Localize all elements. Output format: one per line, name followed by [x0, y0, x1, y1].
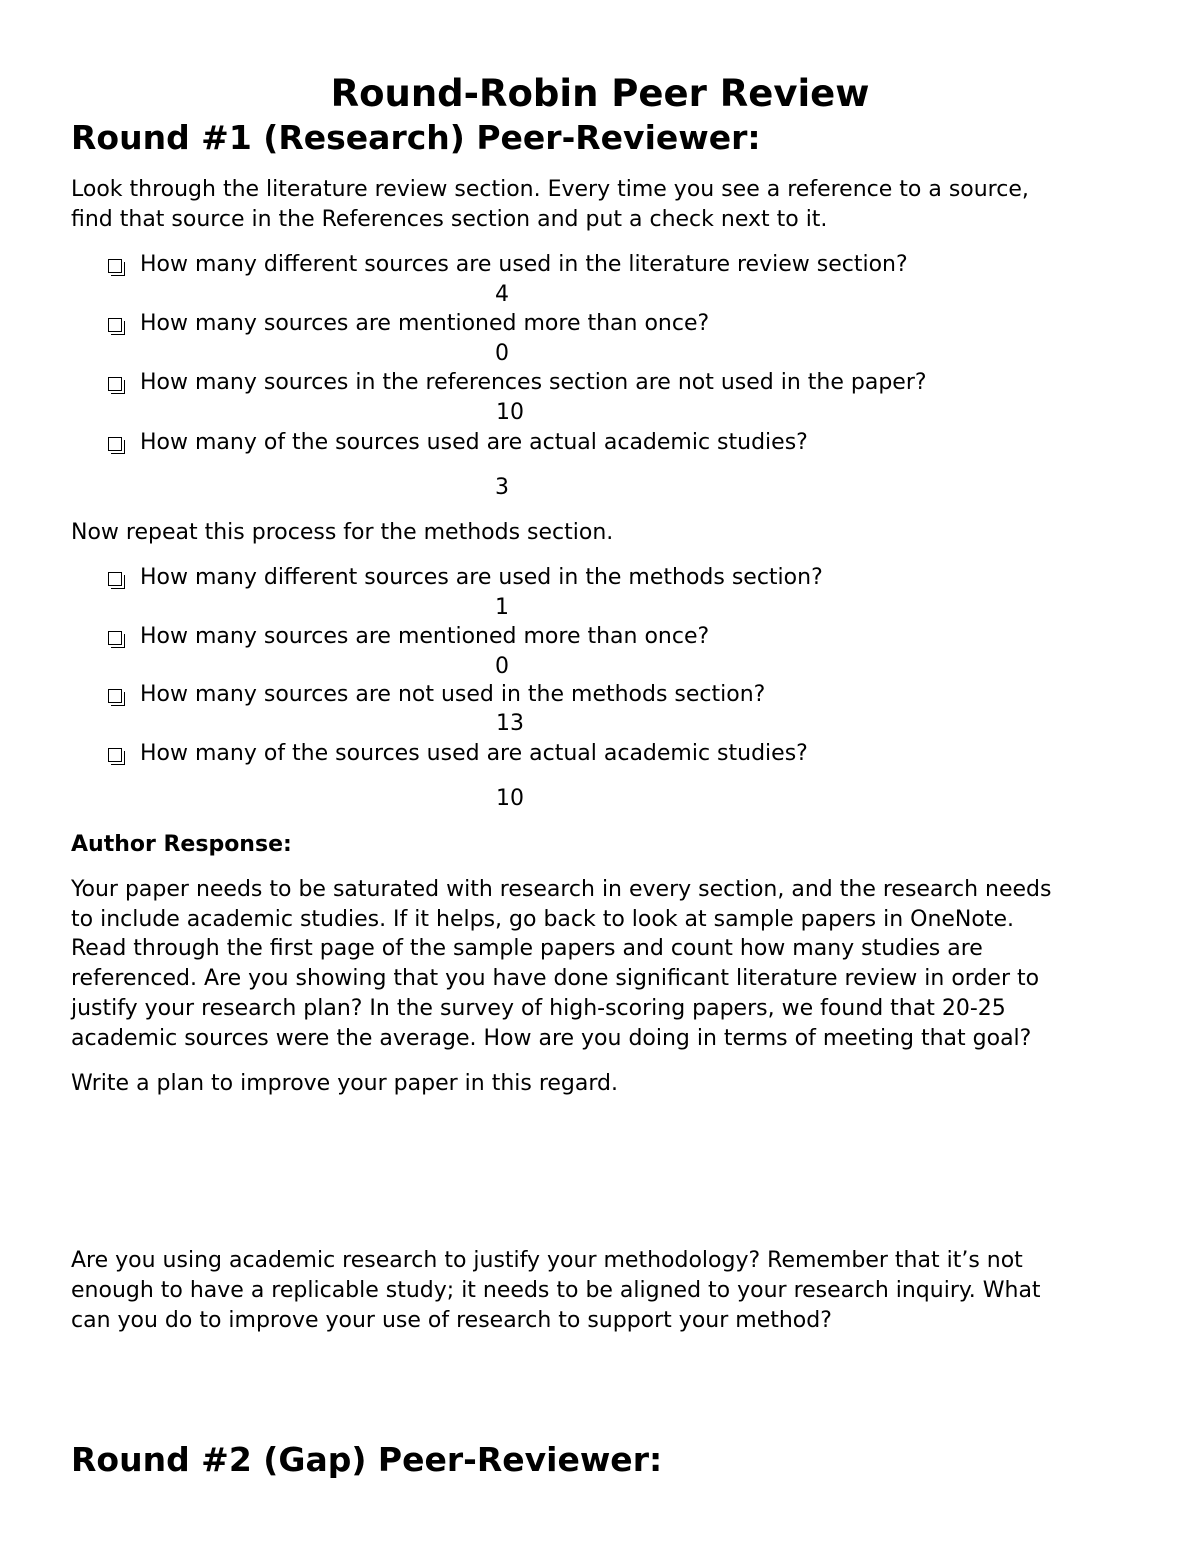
question-text: How many of the sources used are actual academic studies?: [140, 430, 808, 455]
response-line: to include academic studies. If it helps, go back to look at sample papers in OneNote.: [71, 907, 1015, 932]
lit-question-2: [108, 309, 709, 339]
round1-heading: Round #1 (Research) Peer-Reviewer:: [71, 118, 761, 157]
round2-heading: Round #2 (Gap) Peer-Reviewer:: [71, 1440, 663, 1479]
question-text: How many sources in the references section are not used in the paper?: [140, 370, 927, 395]
response-line: justify your research plan? In the survey of high-scoring papers, we found that 20-25: [71, 996, 1006, 1021]
lit-question-4: [108, 428, 808, 458]
question-text: How many different sources are used in the literature review section?: [140, 252, 908, 277]
response-line: Read through the first page of the sample papers and count how many studies are: [71, 936, 983, 961]
checkbox-icon[interactable]: [108, 748, 122, 762]
intro-line-2: find that source in the References section and put a check next to it.: [71, 207, 828, 232]
plan-prompt: Write a plan to improve your paper in this regard.: [71, 1071, 618, 1096]
author-response-label: Author Response:: [71, 832, 292, 857]
lit-answer-3: 10: [496, 400, 524, 425]
question-text: How many sources are mentioned more than once?: [140, 311, 710, 336]
response-line: referenced. Are you showing that you have done significant literature review in order to: [71, 966, 1040, 991]
checkbox-icon[interactable]: [108, 377, 122, 391]
method-answer-4: 10: [496, 786, 524, 811]
checkbox-icon[interactable]: [108, 318, 122, 332]
method-prompt-line: Are you using academic research to justify your methodology? Remember that it’s not: [71, 1248, 1023, 1273]
method-question-4: [108, 739, 808, 769]
checkbox-icon[interactable]: [108, 631, 122, 645]
checkbox-icon[interactable]: [108, 437, 122, 451]
question-text: How many sources are not used in the methods section?: [140, 682, 766, 707]
method-question-2: [108, 622, 709, 652]
page-title: Round-Robin Peer Review: [330, 72, 870, 115]
question-text: How many sources are mentioned more than once?: [140, 624, 710, 649]
method-answer-2: 0: [495, 654, 509, 679]
method-answer-3: 13: [496, 711, 524, 736]
lit-answer-1: 4: [495, 282, 509, 307]
checkbox-icon[interactable]: [108, 572, 122, 586]
response-line: Your paper needs to be saturated with research in every section, and the research needs: [71, 877, 1052, 902]
question-text: How many of the sources used are actual academic studies?: [140, 741, 808, 766]
lit-question-1: [108, 250, 908, 280]
checkbox-icon[interactable]: [108, 689, 122, 703]
method-answer-1: 1: [495, 595, 509, 620]
checkbox-icon[interactable]: [108, 259, 122, 273]
response-line: academic sources were the average. How are you doing in terms of meeting that goal?: [71, 1026, 1032, 1051]
method-prompt-line: enough to have a replicable study; it needs to be aligned to your research inquiry. What: [71, 1278, 1041, 1303]
question-text: How many different sources are used in the methods section?: [140, 565, 823, 590]
intro-line-1: Look through the literature review section. Every time you see a reference to a source,: [71, 177, 1029, 202]
lit-answer-4: 3: [495, 475, 509, 500]
repeat-instruction: Now repeat this process for the methods section.: [71, 520, 614, 545]
method-question-3: [108, 680, 765, 710]
lit-answer-2: 0: [495, 341, 509, 366]
method-prompt-line: can you do to improve your use of research to support your method?: [71, 1308, 832, 1333]
lit-question-3: [108, 368, 927, 398]
method-question-1: [108, 563, 823, 593]
